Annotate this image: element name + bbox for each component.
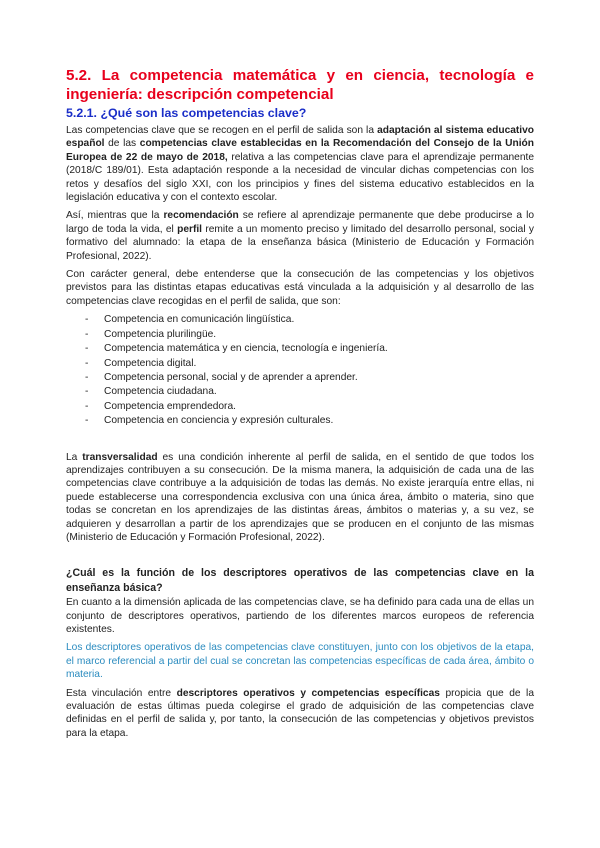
paragraph-dimension-aplicada: En cuanto a la dimensión aplicada de las competencias clave, se ha definido para cada una de ellas un conjunto de descriptores operativos, partiendo de los diferentes marcos europeos de referencia existentes. — [66, 597, 534, 635]
competencias-list — [66, 313, 534, 428]
paragraph-caracter-general: Con carácter general, debe entenderse que la consecución de las competencias y los objetivos previstos para las distintas etapas educativas está vinculada a la adquisición y al desarrollo de las competencias clave recogidas en el perfil de salida, que son: — [66, 269, 534, 307]
list-item: - Competencia plurilingüe. — [66, 328, 534, 342]
bold-transversalidad: transversalidad — [82, 451, 158, 463]
bold-adaptacion: adaptación al sistema educativo español — [66, 125, 535, 150]
bold-recomendacion: recomendación — [163, 210, 239, 222]
list-item: - Competencia en comunicación lingüística. — [66, 313, 534, 327]
question-heading: ¿Cuál es la función de los descriptores operativos de las competencias clave en la enseñanza básica? — [66, 567, 534, 594]
list-item: - Competencia digital. — [66, 357, 534, 371]
paragraph-recomendacion-perfil: Así, mientras que la recomendación se refiere al aprendizaje permanente que debe producirse a lo largo de toda la vida, el perfil remite a un momento preciso y limitado del desarrollo personal, social y formativo del alumnado: la etapa de la enseñanza básica (Ministerio de Educación y Formación Profesional, 2022). — [66, 210, 534, 262]
subsection-title: 5.2.1. ¿Qué son las competencias clave? — [66, 106, 307, 120]
paragraph-vinculacion: Esta vinculación entre descriptores operativos y competencias específicas propicia que de la evaluación de estas últimas pueda colegirse el grado de adquisición de las competencias clave definidas en el perfil de salida y, por tanto, la consecución de las competencias y objetivos previstos para la etapa. — [66, 687, 534, 739]
spacer — [66, 429, 534, 451]
list-item: - Competencia matemática y en ciencia, tecnología e ingeniería. — [66, 342, 534, 356]
paragraph-perfil-salida: Las competencias clave que se recogen en el perfil de salida son la adaptación al sistema educativo español de las competencias clave establecidas en la Recomendación del Consejo de la Unión Europea de 22 de mayo de 2018, relativa a las competencias clave para el aprendizaje permanente (2018/C 189/01). Esta adaptación responde a la necesidad de vincular dichas competencias con los retos y desafíos del siglo XXI, con los principios y fines del sistema educativo establecidos en la legislación educativa y con el contexto escolar. — [66, 125, 535, 204]
bold-descriptores-competencias: descriptores operativos y competencias específicas — [176, 687, 440, 699]
list-item: - Competencia ciudadana. — [66, 385, 534, 399]
list-item: - Competencia personal, social y de aprender a aprender. — [66, 371, 534, 385]
paragraph-descriptores-teal: Los descriptores operativos de las competencias clave constituyen, junto con los objetivos de la etapa, el marco referencial a partir del cual se concretan las competencias específicas de cada área, ámbito o materia. — [66, 642, 534, 681]
paragraph-transversalidad: La transversalidad es una condición inherente al perfil de salida, en el sentido de que todos los aprendizajes contribuyen a su consecución. De la misma manera, la adquisición de cada una de las competencias clave contribuye a la adquisición de todas las demás. No existe jerarquía entre ellas, ni puede establecerse una correspondencia exclusiva con una única área, ámbito o materia, sino que todas se concretan en los aprendizajes de las distintas áreas, ámbitos o materias y, a su vez, se adquieren y desarrollan a partir de los aprendizajes que se producen en el conjunto de las mismas (Ministerio de Educación y Formación Profesional, 2022). — [66, 451, 534, 543]
list-item: - Competencia emprendedora. — [66, 400, 534, 414]
bold-perfil: perfil — [177, 223, 203, 235]
bold-competencias-ue: competencias clave establecidas en la Recomendación del Consejo de la Unión Europea de 22 de mayo de 2018, — [66, 138, 534, 163]
section-title: 5.2. La competencia matemática y en ciencia, tecnología e ingeniería: descripción competencial — [66, 67, 534, 103]
list-item: - Competencia en conciencia y expresión culturales. — [66, 414, 534, 428]
